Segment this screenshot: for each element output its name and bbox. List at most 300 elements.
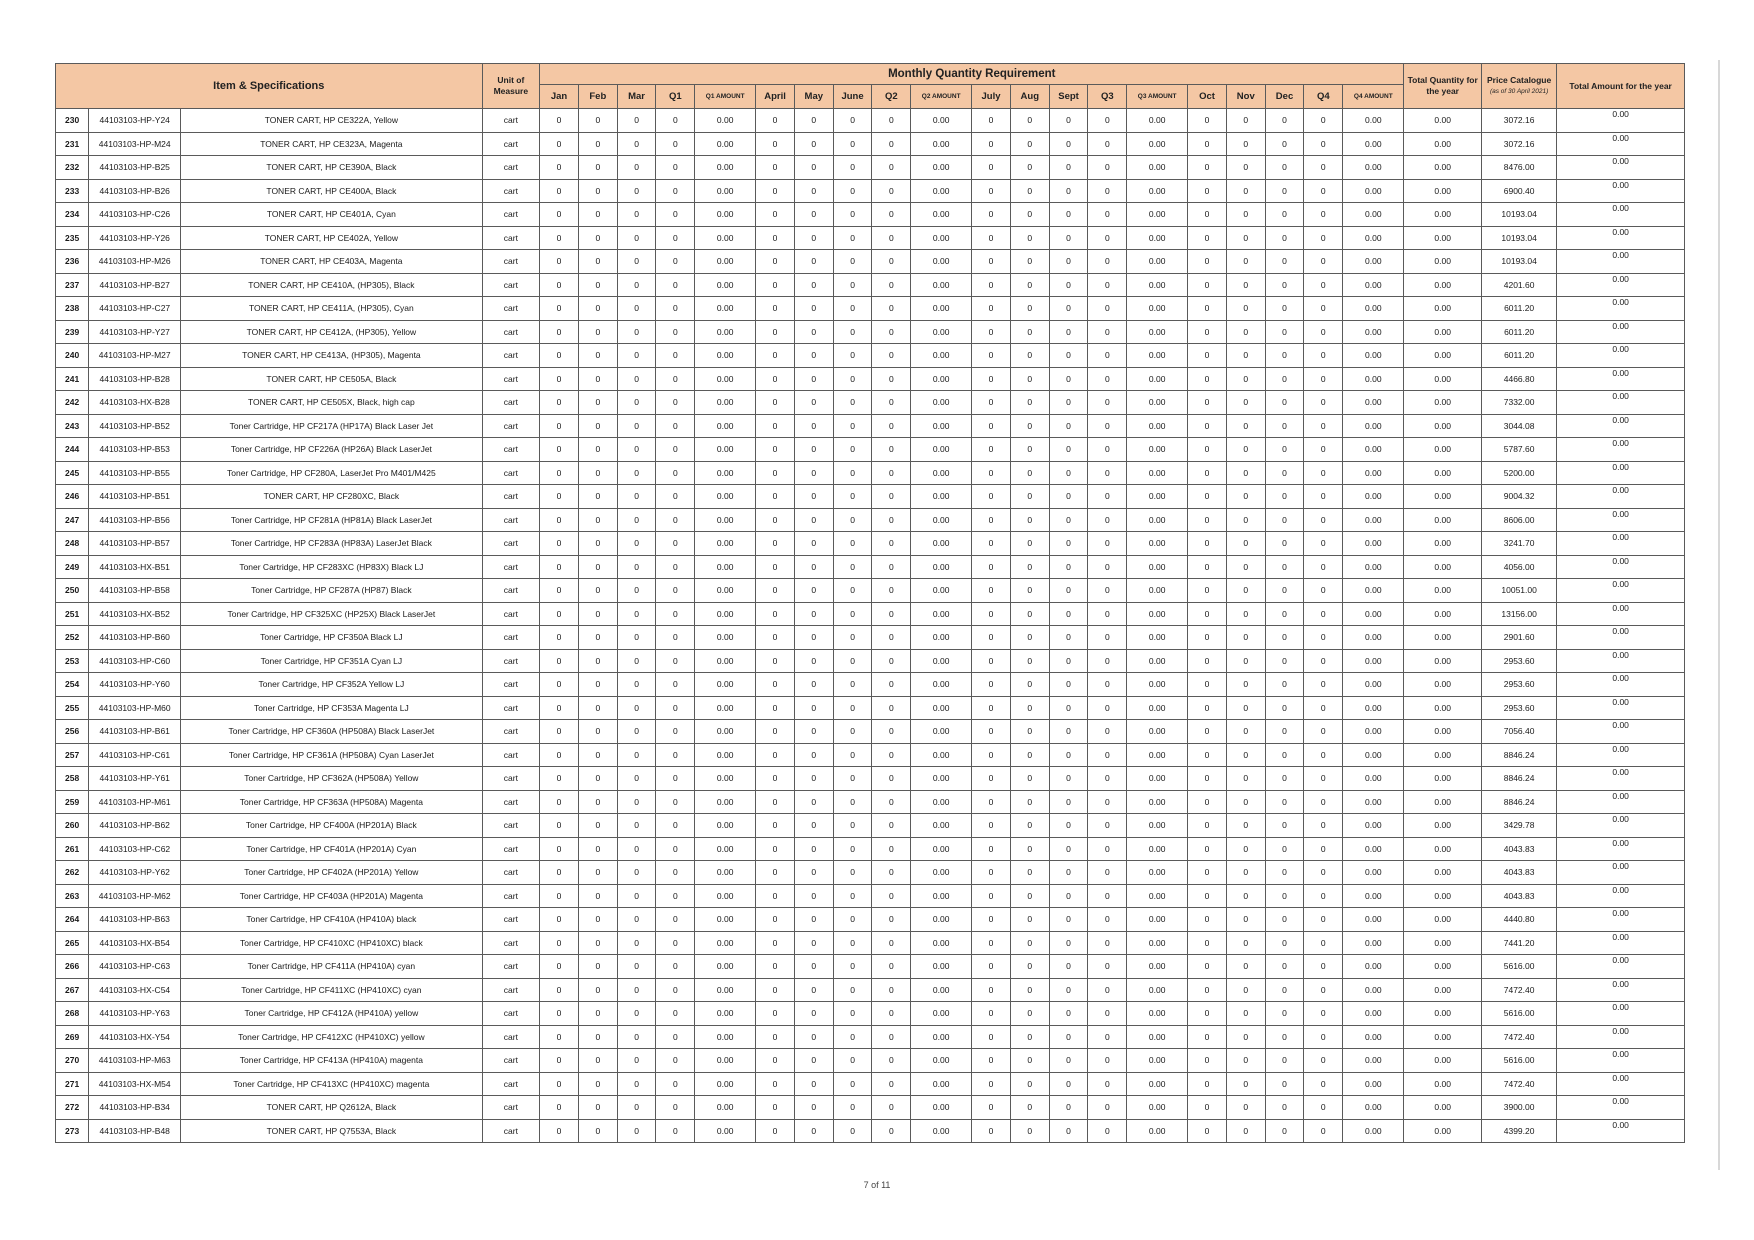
header-month-3: Q1 xyxy=(656,85,695,109)
quantity-cell: 0 xyxy=(756,132,795,156)
quantity-cell: 0 xyxy=(1010,344,1049,368)
item-code: 44103103-HP-Y60 xyxy=(89,673,181,697)
quarter-amount-cell: 0.00 xyxy=(1127,438,1188,462)
quantity-cell: 0 xyxy=(617,673,656,697)
quantity-cell: 0 xyxy=(656,743,695,767)
row-number: 233 xyxy=(56,179,89,203)
total-quantity-cell: 0.00 xyxy=(1404,132,1482,156)
quantity-cell: 0 xyxy=(833,438,872,462)
quantity-cell: 0 xyxy=(1049,884,1088,908)
quarter-amount-cell: 0.00 xyxy=(1343,837,1404,861)
quantity-cell: 0 xyxy=(656,790,695,814)
unit-of-measure: cart xyxy=(482,344,540,368)
price-catalogue-cell: 9004.32 xyxy=(1481,485,1556,509)
header-total-amount: Total Amount for the year xyxy=(1557,64,1685,109)
quantity-cell: 0 xyxy=(756,720,795,744)
quantity-cell: 0 xyxy=(833,1072,872,1096)
price-catalogue-cell: 10193.04 xyxy=(1481,226,1556,250)
quantity-cell: 0 xyxy=(1010,109,1049,133)
item-description: Toner Cartridge, HP CF353A Magenta LJ xyxy=(181,696,482,720)
quantity-cell: 0 xyxy=(794,203,833,227)
item-description: TONER CART, HP CE401A, Cyan xyxy=(181,203,482,227)
quantity-cell: 0 xyxy=(1010,1025,1049,1049)
quantity-cell: 0 xyxy=(1188,203,1227,227)
table-row xyxy=(56,532,1685,556)
quantity-cell: 0 xyxy=(1265,1002,1304,1026)
quantity-cell: 0 xyxy=(1226,861,1265,885)
quantity-cell: 0 xyxy=(578,696,617,720)
quarter-amount-cell: 0.00 xyxy=(1343,1096,1404,1120)
quantity-cell: 0 xyxy=(756,250,795,274)
quantity-cell: 0 xyxy=(1265,720,1304,744)
quantity-cell: 0 xyxy=(540,931,579,955)
total-amount-cell: 0.00 xyxy=(1557,743,1685,767)
quantity-cell: 0 xyxy=(794,720,833,744)
quantity-cell: 0 xyxy=(833,673,872,697)
quantity-cell: 0 xyxy=(1088,861,1127,885)
item-description: TONER CART, HP Q7553A, Black xyxy=(181,1119,482,1143)
quarter-amount-cell: 0.00 xyxy=(1127,1025,1188,1049)
total-amount-cell: 0.00 xyxy=(1557,485,1685,509)
quantity-cell: 0 xyxy=(1226,1025,1265,1049)
quantity-cell: 0 xyxy=(794,790,833,814)
quantity-cell: 0 xyxy=(578,273,617,297)
quantity-cell: 0 xyxy=(1010,532,1049,556)
item-description: Toner Cartridge, HP CF361A (HP508A) Cyan LaserJet xyxy=(181,743,482,767)
quantity-cell: 0 xyxy=(794,367,833,391)
quantity-cell: 0 xyxy=(833,931,872,955)
quantity-cell: 0 xyxy=(1049,461,1088,485)
quantity-cell: 0 xyxy=(656,884,695,908)
price-catalogue-cell: 4201.60 xyxy=(1481,273,1556,297)
quantity-cell: 0 xyxy=(578,320,617,344)
table-row xyxy=(56,203,1685,227)
quantity-cell: 0 xyxy=(872,790,911,814)
quantity-cell: 0 xyxy=(1265,226,1304,250)
quarter-amount-cell: 0.00 xyxy=(1127,931,1188,955)
quantity-cell: 0 xyxy=(1010,626,1049,650)
item-code: 44103103-HP-M63 xyxy=(89,1049,181,1073)
total-amount-cell: 0.00 xyxy=(1557,320,1685,344)
price-catalogue-cell: 8476.00 xyxy=(1481,156,1556,180)
quantity-cell: 0 xyxy=(1226,273,1265,297)
quantity-cell: 0 xyxy=(540,626,579,650)
total-quantity-cell: 0.00 xyxy=(1404,320,1482,344)
quantity-cell: 0 xyxy=(972,743,1011,767)
quantity-cell: 0 xyxy=(1010,250,1049,274)
quantity-cell: 0 xyxy=(1265,391,1304,415)
row-number: 250 xyxy=(56,579,89,603)
quantity-cell: 0 xyxy=(540,391,579,415)
quantity-cell: 0 xyxy=(794,132,833,156)
item-description: TONER CART, HP CE390A, Black xyxy=(181,156,482,180)
quantity-cell: 0 xyxy=(1088,508,1127,532)
quantity-cell: 0 xyxy=(1265,297,1304,321)
header-price-catalogue-label: Price Catalogue xyxy=(1486,75,1552,85)
quarter-amount-cell: 0.00 xyxy=(1127,837,1188,861)
quantity-cell: 0 xyxy=(756,649,795,673)
table-row xyxy=(56,790,1685,814)
quantity-cell: 0 xyxy=(540,1096,579,1120)
quantity-cell: 0 xyxy=(794,884,833,908)
quantity-cell: 0 xyxy=(1265,508,1304,532)
quarter-amount-cell: 0.00 xyxy=(1127,861,1188,885)
quantity-cell: 0 xyxy=(833,579,872,603)
quantity-cell: 0 xyxy=(656,1002,695,1026)
quarter-amount-cell: 0.00 xyxy=(695,649,756,673)
quarter-amount-cell: 0.00 xyxy=(695,978,756,1002)
quantity-cell: 0 xyxy=(1088,602,1127,626)
row-number: 231 xyxy=(56,132,89,156)
quantity-cell: 0 xyxy=(756,1002,795,1026)
quarter-amount-cell: 0.00 xyxy=(1127,250,1188,274)
total-amount-cell: 0.00 xyxy=(1557,696,1685,720)
item-code: 44103103-HX-C54 xyxy=(89,978,181,1002)
quantity-cell: 0 xyxy=(1304,156,1343,180)
quarter-amount-cell: 0.00 xyxy=(911,156,972,180)
quantity-cell: 0 xyxy=(1010,156,1049,180)
quantity-cell: 0 xyxy=(1088,555,1127,579)
header-month-0: Jan xyxy=(540,85,579,109)
quarter-amount-cell: 0.00 xyxy=(695,485,756,509)
total-amount-cell: 0.00 xyxy=(1557,226,1685,250)
quantity-cell: 0 xyxy=(1088,226,1127,250)
header-month-9: Q2 AMOUNT xyxy=(911,85,972,109)
quarter-amount-cell: 0.00 xyxy=(1343,320,1404,344)
row-number: 238 xyxy=(56,297,89,321)
row-number: 240 xyxy=(56,344,89,368)
quantity-cell: 0 xyxy=(794,673,833,697)
quantity-cell: 0 xyxy=(1010,837,1049,861)
quantity-cell: 0 xyxy=(1188,1049,1227,1073)
quantity-cell: 0 xyxy=(617,508,656,532)
item-description: Toner Cartridge, HP CF410XC (HP410XC) black xyxy=(181,931,482,955)
price-catalogue-cell: 4043.83 xyxy=(1481,861,1556,885)
row-number: 256 xyxy=(56,720,89,744)
total-amount-cell: 0.00 xyxy=(1557,814,1685,838)
quantity-cell: 0 xyxy=(1049,1119,1088,1143)
quarter-amount-cell: 0.00 xyxy=(1343,414,1404,438)
quantity-cell: 0 xyxy=(1304,1096,1343,1120)
unit-of-measure: cart xyxy=(482,720,540,744)
table-row xyxy=(56,1072,1685,1096)
quantity-cell: 0 xyxy=(1265,203,1304,227)
quantity-cell: 0 xyxy=(872,814,911,838)
quantity-cell: 0 xyxy=(1049,790,1088,814)
quantity-cell: 0 xyxy=(1188,109,1227,133)
quantity-cell: 0 xyxy=(756,485,795,509)
quantity-cell: 0 xyxy=(656,696,695,720)
quantity-cell: 0 xyxy=(756,908,795,932)
quantity-cell: 0 xyxy=(1049,485,1088,509)
quantity-cell: 0 xyxy=(656,814,695,838)
unit-of-measure: cart xyxy=(482,461,540,485)
quantity-cell: 0 xyxy=(1188,955,1227,979)
quantity-cell: 0 xyxy=(656,297,695,321)
quantity-cell: 0 xyxy=(1226,203,1265,227)
quantity-cell: 0 xyxy=(794,438,833,462)
quantity-cell: 0 xyxy=(833,203,872,227)
quarter-amount-cell: 0.00 xyxy=(695,555,756,579)
quarter-amount-cell: 0.00 xyxy=(695,696,756,720)
quantity-cell: 0 xyxy=(872,226,911,250)
quantity-cell: 0 xyxy=(617,743,656,767)
quarter-amount-cell: 0.00 xyxy=(1127,908,1188,932)
page-number: 7 of 11 xyxy=(863,1180,891,1190)
unit-of-measure: cart xyxy=(482,132,540,156)
quantity-cell: 0 xyxy=(1010,203,1049,227)
quantity-cell: 0 xyxy=(540,109,579,133)
table-row xyxy=(56,1025,1685,1049)
quantity-cell: 0 xyxy=(833,1025,872,1049)
quantity-cell: 0 xyxy=(1304,485,1343,509)
total-quantity-cell: 0.00 xyxy=(1404,931,1482,955)
quarter-amount-cell: 0.00 xyxy=(695,602,756,626)
quantity-cell: 0 xyxy=(1304,109,1343,133)
quantity-cell: 0 xyxy=(540,978,579,1002)
quantity-cell: 0 xyxy=(1010,391,1049,415)
quantity-cell: 0 xyxy=(578,250,617,274)
item-code: 44103103-HP-B60 xyxy=(89,626,181,650)
quantity-cell: 0 xyxy=(617,767,656,791)
quarter-amount-cell: 0.00 xyxy=(1343,743,1404,767)
header-month-19: Q4 AMOUNT xyxy=(1343,85,1404,109)
quantity-cell: 0 xyxy=(1226,297,1265,321)
quarter-amount-cell: 0.00 xyxy=(911,532,972,556)
quantity-cell: 0 xyxy=(833,109,872,133)
item-code: 44103103-HP-M26 xyxy=(89,250,181,274)
quantity-cell: 0 xyxy=(1049,1072,1088,1096)
quantity-cell: 0 xyxy=(833,132,872,156)
item-description: Toner Cartridge, HP CF352A Yellow LJ xyxy=(181,673,482,697)
quantity-cell: 0 xyxy=(872,344,911,368)
quarter-amount-cell: 0.00 xyxy=(1127,344,1188,368)
quantity-cell: 0 xyxy=(656,156,695,180)
quantity-cell: 0 xyxy=(1226,391,1265,415)
quantity-cell: 0 xyxy=(833,273,872,297)
quantity-cell: 0 xyxy=(756,1119,795,1143)
quarter-amount-cell: 0.00 xyxy=(1127,132,1188,156)
quantity-cell: 0 xyxy=(656,602,695,626)
row-number: 237 xyxy=(56,273,89,297)
quantity-cell: 0 xyxy=(794,226,833,250)
quantity-cell: 0 xyxy=(656,1049,695,1073)
quantity-cell: 0 xyxy=(540,743,579,767)
quarter-amount-cell: 0.00 xyxy=(911,1119,972,1143)
table-row xyxy=(56,179,1685,203)
quantity-cell: 0 xyxy=(1265,414,1304,438)
quantity-cell: 0 xyxy=(540,649,579,673)
quantity-cell: 0 xyxy=(540,861,579,885)
unit-of-measure: cart xyxy=(482,414,540,438)
quantity-cell: 0 xyxy=(1010,814,1049,838)
quantity-cell: 0 xyxy=(1265,814,1304,838)
quantity-cell: 0 xyxy=(1049,1096,1088,1120)
quantity-cell: 0 xyxy=(1010,955,1049,979)
quarter-amount-cell: 0.00 xyxy=(1343,179,1404,203)
item-code: 44103103-HP-B61 xyxy=(89,720,181,744)
unit-of-measure: cart xyxy=(482,649,540,673)
total-amount-cell: 0.00 xyxy=(1557,555,1685,579)
item-description: Toner Cartridge, HP CF363A (HP508A) Magenta xyxy=(181,790,482,814)
quantity-cell: 0 xyxy=(1304,978,1343,1002)
quantity-cell: 0 xyxy=(578,814,617,838)
quantity-cell: 0 xyxy=(1088,837,1127,861)
quantity-cell: 0 xyxy=(794,908,833,932)
table-row xyxy=(56,109,1685,133)
total-quantity-cell: 0.00 xyxy=(1404,1119,1482,1143)
quarter-amount-cell: 0.00 xyxy=(695,673,756,697)
quantity-cell: 0 xyxy=(540,814,579,838)
row-number: 239 xyxy=(56,320,89,344)
total-amount-cell: 0.00 xyxy=(1557,532,1685,556)
quarter-amount-cell: 0.00 xyxy=(1343,978,1404,1002)
header-month-1: Feb xyxy=(578,85,617,109)
quarter-amount-cell: 0.00 xyxy=(695,414,756,438)
quarter-amount-cell: 0.00 xyxy=(911,955,972,979)
table-row xyxy=(56,297,1685,321)
table-row xyxy=(56,273,1685,297)
quantity-cell: 0 xyxy=(1304,532,1343,556)
quantity-cell: 0 xyxy=(1188,179,1227,203)
quantity-cell: 0 xyxy=(656,861,695,885)
total-amount-cell: 0.00 xyxy=(1557,978,1685,1002)
quarter-amount-cell: 0.00 xyxy=(1127,790,1188,814)
quantity-cell: 0 xyxy=(833,602,872,626)
row-number: 253 xyxy=(56,649,89,673)
quantity-cell: 0 xyxy=(1265,1025,1304,1049)
quantity-cell: 0 xyxy=(656,1096,695,1120)
total-amount-cell: 0.00 xyxy=(1557,1002,1685,1026)
quarter-amount-cell: 0.00 xyxy=(695,250,756,274)
quarter-amount-cell: 0.00 xyxy=(1343,955,1404,979)
quantity-cell: 0 xyxy=(1304,320,1343,344)
row-number: 271 xyxy=(56,1072,89,1096)
quantity-cell: 0 xyxy=(578,602,617,626)
quantity-cell: 0 xyxy=(617,485,656,509)
row-number: 262 xyxy=(56,861,89,885)
quantity-cell: 0 xyxy=(756,297,795,321)
quarter-amount-cell: 0.00 xyxy=(1343,814,1404,838)
quarter-amount-cell: 0.00 xyxy=(1127,508,1188,532)
quantity-cell: 0 xyxy=(1304,696,1343,720)
quantity-cell: 0 xyxy=(1226,790,1265,814)
header-month-5: April xyxy=(756,85,795,109)
quantity-cell: 0 xyxy=(617,579,656,603)
quantity-cell: 0 xyxy=(578,508,617,532)
quantity-cell: 0 xyxy=(872,1072,911,1096)
item-code: 44103103-HP-C27 xyxy=(89,297,181,321)
price-catalogue-cell: 10051.00 xyxy=(1481,579,1556,603)
quantity-cell: 0 xyxy=(872,461,911,485)
quarter-amount-cell: 0.00 xyxy=(1343,861,1404,885)
quantity-cell: 0 xyxy=(1010,508,1049,532)
quantity-cell: 0 xyxy=(756,884,795,908)
quantity-cell: 0 xyxy=(1226,250,1265,274)
unit-of-measure: cart xyxy=(482,626,540,650)
quantity-cell: 0 xyxy=(617,532,656,556)
quantity-cell: 0 xyxy=(756,696,795,720)
quantity-cell: 0 xyxy=(1088,132,1127,156)
quantity-cell: 0 xyxy=(617,1002,656,1026)
item-code: 44103103-HP-B57 xyxy=(89,532,181,556)
total-amount-cell: 0.00 xyxy=(1557,132,1685,156)
quantity-cell: 0 xyxy=(833,861,872,885)
header-month-16: Nov xyxy=(1226,85,1265,109)
quantity-cell: 0 xyxy=(756,344,795,368)
quantity-cell: 0 xyxy=(617,602,656,626)
quantity-cell: 0 xyxy=(617,250,656,274)
table-row xyxy=(56,226,1685,250)
total-amount-cell: 0.00 xyxy=(1557,273,1685,297)
item-code: 44103103-HP-B28 xyxy=(89,367,181,391)
quantity-cell: 0 xyxy=(578,532,617,556)
item-description: TONER CART, HP CF280XC, Black xyxy=(181,485,482,509)
quantity-cell: 0 xyxy=(972,931,1011,955)
quantity-cell: 0 xyxy=(1188,696,1227,720)
item-description: TONER CART, HP Q2612A, Black xyxy=(181,1096,482,1120)
quantity-cell: 0 xyxy=(656,626,695,650)
quantity-cell: 0 xyxy=(1010,720,1049,744)
quantity-cell: 0 xyxy=(617,978,656,1002)
quantity-cell: 0 xyxy=(540,508,579,532)
quantity-cell: 0 xyxy=(1049,273,1088,297)
quantity-cell: 0 xyxy=(1304,344,1343,368)
total-amount-cell: 0.00 xyxy=(1557,579,1685,603)
quantity-cell: 0 xyxy=(756,438,795,462)
table-row xyxy=(56,955,1685,979)
quantity-cell: 0 xyxy=(972,908,1011,932)
quarter-amount-cell: 0.00 xyxy=(1127,297,1188,321)
quarter-amount-cell: 0.00 xyxy=(1343,790,1404,814)
item-code: 44103103-HP-B26 xyxy=(89,179,181,203)
quantity-cell: 0 xyxy=(1188,1096,1227,1120)
row-number: 248 xyxy=(56,532,89,556)
quarter-amount-cell: 0.00 xyxy=(911,673,972,697)
quantity-cell: 0 xyxy=(972,203,1011,227)
total-amount-cell: 0.00 xyxy=(1557,508,1685,532)
table-row xyxy=(56,579,1685,603)
quantity-cell: 0 xyxy=(1265,884,1304,908)
quantity-cell: 0 xyxy=(794,555,833,579)
unit-of-measure: cart xyxy=(482,203,540,227)
quantity-cell: 0 xyxy=(540,602,579,626)
price-catalogue-cell: 3072.16 xyxy=(1481,109,1556,133)
table-row xyxy=(56,1002,1685,1026)
quantity-cell: 0 xyxy=(1265,790,1304,814)
quarter-amount-cell: 0.00 xyxy=(911,579,972,603)
quantity-cell: 0 xyxy=(578,579,617,603)
unit-of-measure: cart xyxy=(482,320,540,344)
quantity-cell: 0 xyxy=(1049,837,1088,861)
header-month-12: Sept xyxy=(1049,85,1088,109)
total-amount-cell: 0.00 xyxy=(1557,837,1685,861)
price-catalogue-cell: 7332.00 xyxy=(1481,391,1556,415)
quantity-cell: 0 xyxy=(872,649,911,673)
quantity-cell: 0 xyxy=(1010,767,1049,791)
quantity-cell: 0 xyxy=(1010,1002,1049,1026)
total-quantity-cell: 0.00 xyxy=(1404,203,1482,227)
total-quantity-cell: 0.00 xyxy=(1404,179,1482,203)
item-description: Toner Cartridge, HP CF400A (HP201A) Black xyxy=(181,814,482,838)
quantity-cell: 0 xyxy=(833,720,872,744)
total-quantity-cell: 0.00 xyxy=(1404,884,1482,908)
quarter-amount-cell: 0.00 xyxy=(911,720,972,744)
item-code: 44103103-HX-B28 xyxy=(89,391,181,415)
quantity-cell: 0 xyxy=(972,790,1011,814)
quarter-amount-cell: 0.00 xyxy=(695,438,756,462)
quantity-cell: 0 xyxy=(1188,1119,1227,1143)
